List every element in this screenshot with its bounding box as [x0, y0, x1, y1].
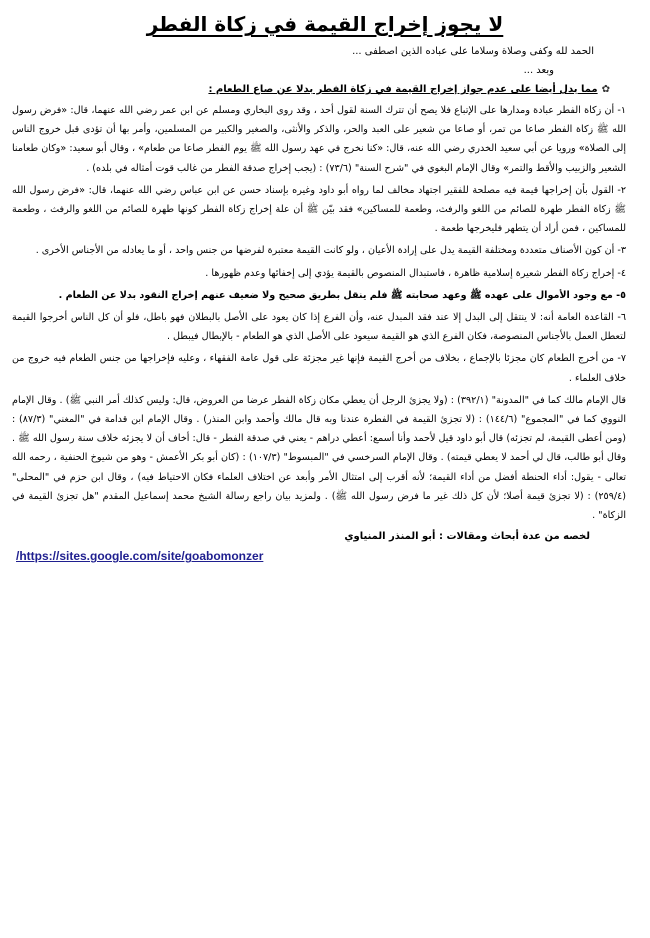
- author-credit: لخصه من عدة أبحاث ومقالات : أبو المنذر المنياوي: [344, 531, 590, 543]
- star-bullet-icon: ✿: [601, 84, 610, 95]
- intro-line: وبعد ...: [523, 65, 554, 76]
- intro-line: الحمد لله وكفى وصلاة وسلاما على عباده الذين اصطفى ...: [352, 46, 594, 57]
- point-6: ٦- القاعدة العامة أنه: لا ينتقل إلى البدل إلا عند فقد المبدل عنه، وأن الفرع إذا كان يعود على الأصل بالبطلان فهو باطل، فلو أن كل الناس أخرجوا القيمة لتعطل العمل بالأجناس المنصوصة، فكان الفرع الذي هو القيمة سيعود على الأصل الذي هو الطعام - بالإبطال فيبطل .: [12, 312, 626, 343]
- point-7: ٧- من أخرج الطعام كان مجزئا بالإجماع ، بخلاف من أخرج القيمة فإنها غير مجزئة على قول عامة الفقهاء ، وعليه فإخراجها من جنس الطعام فيه خروج من خلاف العلماء .: [12, 353, 626, 384]
- point-3: ٣- أن كون الأصناف متعددة ومختلفة القيمة يدل على إرادة الأعيان ، ولو كانت القيمة معتبرة لفرضها من جنس واحد ، أو ما يعادله من الأجناس الأخرى .: [35, 245, 626, 257]
- section-heading-text: مما يدل أيضا على عدم جواز إخراج القيمة في زكاة الفطر بدلا عن صاع الطعام :: [208, 84, 598, 95]
- document-body: [0, 99, 650, 525]
- page-title: لا يجوز إخراج القيمة في زكاة الفطر: [146, 12, 504, 36]
- intro: [0, 42, 650, 80]
- scholars-quotes: قال الإمام مالك كما في "المدونة" (٣٩٢/١) : (ولا يجزئ الرجل أن يعطي مكان زكاة الفطر عرضا من العروض، قال: وليس كذلك أمر النبي ﷺ) . وقال الإمام النووي كما في "المجموع" (١٤٤/٦) : (لا تجزئ القيمة في الفطرة عندنا وبه قال مالك وأحمد وابن المنذر) . وقال الإمام ابن قدامة في "المغني" (٨٧/٣) : (ومن أعطى القيمة، لم تجزئه) قال أبو داود قيل لأحمد وأنا أسمع: أعطي دراهم - يعني في صدقة الفطر - قال: أخاف أن لا يجزئه خلاف سنة رسول الله ﷺ . وقال أبو طالب، قال لي أحمد لا يعطي قيمته) . وقال الإمام السرخسي في "المبسوط" (١٠٧/٣) : (كان أبو بكر الأعمش - وهو من شيوخ الحنفية ، رحمه الله تعالى - يقول: أداء الحنطة أفضل من أداء القيمة؛ لأنه أقرب إلى امتثال الأمر وأبعد عن اختلاف العلماء فكان الاحتياط فيه) ، وقال ابن حزم في "المحلى" (٢٥٩/٤) : (لا تجزئ قيمة أصلا؛ لأن كل ذلك غير ما فرض رسول الله ﷺ) . ولمزيد بيان راجع رسالة الشيخ محمد إسماعيل المقدم "هل تجزئ القيمة في الزكاة" .: [12, 394, 627, 522]
- point-2: ٢- القول بأن إخراجها قيمة فيه مصلحة للفقير اجتهاد مخالف لما رواه أبو داود وغيره بإسناد حسن عن ابن عباس رضي الله عنهما، قال: «فرض رسول الله ﷺ زكاة الفطر طهرة للصائم من اللغو والرفث، وطعمة للمساكين» فقد بيّن ﷺ أن علة إخراج زكاة الفطر كونها طهرة للصائم من اللغو والرفث ، وطعمة للمساكين ، فمن أراد أن يتطهر فليخرجها طعمة .: [12, 184, 626, 235]
- section-heading: [0, 80, 650, 99]
- point-1: ١- أن زكاة الفطر عبادة ومدارها على الإتباع فلا يصح أن تترك السنة لقول أحد ، وقد روى البخاري ومسلم عن ابن عمر رضي الله عنهما، قال: «فرض رسول الله ﷺ زكاة الفطر صاعا من تمر، أو صاعا من شعير على العبد والحر، والذكر والأنثى، والصغير والكبير من المسلمين، وأمر بها أن تؤدى قبل خروج الناس إلى الصلاة» ورويا عن أبي سعيد الخدري رضي الله عنه، قال: «كنا نخرج في عهد رسول الله ﷺ يوم الفطر صاعا من طعام» ، وقال أبو سعيد: «وكان طعامنا الشعير والزبيب والأقط والتمر» وقال الإمام البغوي في "شرح السنة" (٧٣/٦) : (يجب إخراج صدقة الفطر من غالب قوت أمثاله في بلده) .: [12, 105, 626, 174]
- point-4: ٤- إخراج زكاة الفطر شعيرة إسلامية ظاهرة ، فاستبدال المنصوص بالقيمة يؤدي إلى إخفائها وعدم ظهورها .: [205, 267, 626, 279]
- source-link[interactable]: /https://sites.google.com/site/goabomonzer: [16, 549, 264, 564]
- point-5: ٥- مع وجود الأموال على عهده ﷺ وعهد صحابته ﷺ فلم ينقل بطريق صحيح ولا ضعيف عنهم إخراج النقود بدلا عن الطعام .: [58, 289, 626, 301]
